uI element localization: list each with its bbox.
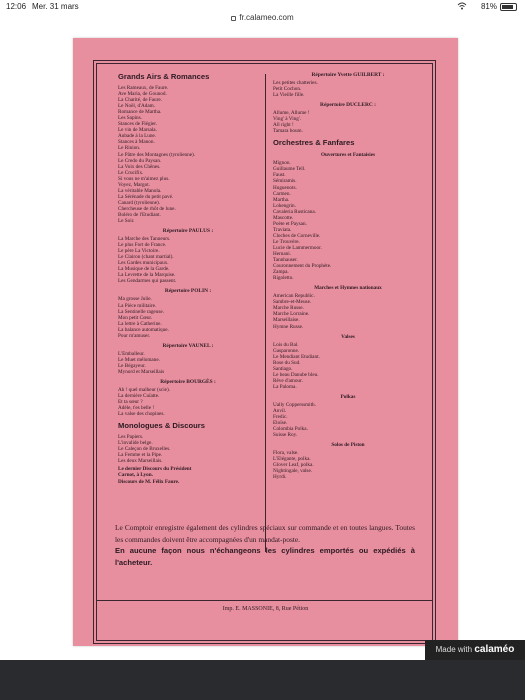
battery-percentage: 81% xyxy=(480,2,497,11)
section-title-monologues: Monologues & Discours xyxy=(118,421,205,431)
subtitle-piston: Solos de Piston xyxy=(331,442,365,449)
list-item: Gasparonne. xyxy=(273,347,300,354)
list-item: Aubade à la Lune. xyxy=(118,133,157,140)
list-item: La Musique de la Garde. xyxy=(118,266,170,273)
battery-icon xyxy=(500,3,517,11)
list-item: Mon petit Cœur. xyxy=(118,314,153,321)
status-bar xyxy=(0,0,525,14)
list-item: Le père La Victoire. xyxy=(118,248,160,255)
list-item: Le Trouvère. xyxy=(273,238,300,245)
list-item: Hernani. xyxy=(273,251,292,258)
list-item: Le Noël, d'Adam. xyxy=(118,103,155,110)
list-item: La Levrette de la Marquise. xyxy=(118,272,176,279)
section-title-orchestres: Orchestres & Fanfares xyxy=(273,138,355,148)
list-item: Sambre-et-Meuse. xyxy=(273,299,312,306)
list-item: Le plus Fort de France. xyxy=(118,242,167,249)
list-item: Allume, Allume ! xyxy=(273,110,310,117)
made-with-label: Made with xyxy=(435,645,473,654)
list-item: Le Clairon (chant martial). xyxy=(118,254,174,261)
list-item: La Voix des Chênes. xyxy=(118,163,161,170)
wifi-icon xyxy=(457,1,467,11)
list-item: Romance de Martha. xyxy=(118,109,162,116)
guilbert-list xyxy=(273,80,423,98)
subtitle-valses: Valses xyxy=(341,333,355,340)
list-item: Hyrdi. xyxy=(273,474,287,481)
list-item: Les petites chatteries. xyxy=(273,80,318,86)
viewer-bottom-band xyxy=(0,660,525,700)
list-item: La lettre à Catherine. xyxy=(118,320,162,327)
list-item: Les Papiers. xyxy=(118,434,144,441)
list-item: Le beau Danube bleu. xyxy=(273,371,319,378)
list-item: La dernière Cuïatte. xyxy=(118,393,160,400)
marches-list xyxy=(273,293,423,329)
lock-icon xyxy=(231,16,236,21)
polin-list xyxy=(118,296,258,338)
list-item: Voyez, Margot. xyxy=(118,181,150,188)
polkas-list xyxy=(273,402,423,438)
list-item: Le Mendiant Etudiant. xyxy=(273,353,320,360)
list-item: Cloches de Corneville. xyxy=(273,232,321,239)
list-item: Zampa. xyxy=(273,269,289,276)
list-item: Le Caleçon de Bruxelles. xyxy=(118,446,171,453)
repertoire-title-paulus: Répertoire PAULUS : xyxy=(162,228,214,235)
calameo-logo: calaméo xyxy=(474,644,515,655)
subtitle-marches: Marches et Hymnes nationaux xyxy=(314,285,382,292)
list-item: Les Gardes municipaux. xyxy=(118,260,169,267)
list-item: Sémiramis. xyxy=(273,178,297,185)
list-item: Ma grosse Julie. xyxy=(118,296,152,303)
list-item: Le Soir. xyxy=(118,218,135,225)
url-text: fr.calameo.com xyxy=(239,13,294,22)
list-item: Boléro de l'Etudiant. xyxy=(118,211,161,218)
list-item: Le Crucifix. xyxy=(118,169,144,176)
list-item: Le vin de Marsala. xyxy=(118,127,157,134)
list-item: Couronnement du Prophète. xyxy=(273,263,332,270)
monologues-list xyxy=(118,434,258,464)
list-item: Si vous ne m'aimez plus. xyxy=(118,175,170,182)
list-item: Stances de Flégier. xyxy=(118,121,158,128)
grands-airs-list xyxy=(118,85,258,224)
list-item: Le Muet mélomane. xyxy=(118,356,160,363)
list-item: La Vieille fille. xyxy=(273,92,305,99)
list-item: Carnot, à Lyon. xyxy=(118,472,153,479)
repertoire-title-bourges: Répertoire BOURGÈS : xyxy=(160,378,216,385)
piston-list xyxy=(273,450,423,480)
list-item: Ah ! quel malheur (scie). xyxy=(118,386,170,393)
list-item: Lohengrin. xyxy=(273,202,296,209)
status-date: Mer. 31 mars xyxy=(32,2,79,11)
footer-text xyxy=(115,522,415,568)
list-item: Ving' à Ving'. xyxy=(273,116,302,123)
list-item: Eloïse. xyxy=(273,420,288,427)
list-item: Santiago. xyxy=(273,365,293,372)
list-item: Tannhauser. xyxy=(273,257,298,264)
list-item: Marche Lorraine. xyxy=(273,311,310,318)
list-item: Cavaleria Rusticana. xyxy=(273,208,316,215)
list-item: Pour m'amuser. xyxy=(118,332,151,339)
list-item: L'Elégante, polka. xyxy=(273,456,311,463)
list-item: Mynord et Marseillais xyxy=(118,368,165,375)
section-title-grands-airs: Grands Airs & Romances xyxy=(118,72,210,81)
list-item: La Sentinelle rageuse. xyxy=(118,308,164,315)
left-column xyxy=(118,68,258,487)
column-divider xyxy=(265,74,266,552)
valses-list xyxy=(273,342,423,390)
duclerc-list xyxy=(273,110,423,134)
list-item: Glover Leaf, polka. xyxy=(273,462,314,469)
list-item: Les Rameaux, de Faure. xyxy=(118,85,169,91)
list-item: Adèle, t'es belle ! xyxy=(118,405,155,412)
list-item: Ave Maria, de Gounod. xyxy=(118,91,167,98)
list-item: La Sérénade du petit pavé. xyxy=(118,193,174,200)
list-item: Fredic. xyxy=(273,414,288,421)
list-item: Traviata. xyxy=(273,226,292,233)
printer-imprint: Imp. E. MASSONIE, 8, Rue Pétion xyxy=(222,606,309,612)
vaunel-list xyxy=(118,351,258,375)
list-item: Le dernier Discours du Président xyxy=(118,466,192,473)
repertoire-title-guilbert: Répertoire Yvette GUILBERT : xyxy=(311,72,385,78)
footer-notice: En aucune façon nous n'échangeons les cylindres emportés ou expédiés à l'acheteur. xyxy=(115,546,415,567)
catalog-page xyxy=(73,38,458,646)
list-item: Carmen. xyxy=(273,190,291,197)
list-item: Lois du Bal. xyxy=(273,341,299,348)
list-item: Chercheuse de rhôt de lune. xyxy=(118,205,176,212)
list-item: Faust. xyxy=(273,172,286,179)
list-item: La Paloma. xyxy=(273,383,297,390)
list-item: Stances à Manon. xyxy=(118,139,155,146)
list-item: Rigoletto. xyxy=(273,275,294,282)
paulus-list xyxy=(118,236,258,284)
list-item: Mascotte. xyxy=(273,214,294,221)
list-item: La véritable Manola. xyxy=(118,187,162,194)
list-item: L'Emballeur. xyxy=(118,350,145,357)
list-item: American Republic. xyxy=(273,293,315,300)
list-item: All right ! xyxy=(273,122,294,129)
list-item: Marseillaise. xyxy=(273,317,300,324)
footer-paragraph: Le Comptoir enregistre également des cylindres spéciaux sur commande et en toutes langues. Toutes les commandes doivent être accompagnées d'un mandat-poste. xyxy=(115,523,415,544)
made-with-badge[interactable] xyxy=(425,640,525,660)
list-item: Rose du Sud. xyxy=(273,359,301,366)
list-item: La Marche des Tanneurs. xyxy=(118,236,171,243)
list-item: Canard (tyrolienne). xyxy=(118,199,161,206)
list-item: Martha. xyxy=(273,196,290,203)
list-item: Poète et Paysan. xyxy=(273,220,307,227)
list-item: Guillaume Tell. xyxy=(273,166,306,173)
bourges-list xyxy=(118,387,258,417)
list-item: La balance automatique. xyxy=(118,326,169,333)
list-item: Petit Cochon. xyxy=(273,86,302,93)
subtitle-polkas: Polkas xyxy=(340,393,356,400)
list-item: Et ta sœur ? xyxy=(118,399,143,406)
list-item: Tamara boum. xyxy=(273,128,303,135)
list-item: Marche Russe. xyxy=(273,305,304,312)
repertoire-title-vaunel: Répertoire VAUNEL : xyxy=(162,342,214,349)
list-item: Le Credo du Paysan. xyxy=(118,157,162,164)
list-item: Anvil. xyxy=(273,407,287,414)
list-item: Le Bégayeur. xyxy=(118,362,146,369)
subtitle-ouvertures: Ouvertures et Fantaisies xyxy=(320,152,376,159)
list-item: Les deux Marseillais. xyxy=(118,458,163,465)
list-item: Ually Copperssmith. xyxy=(273,401,316,408)
repertoire-title-duclerc: Répertoire DUCLERC : xyxy=(320,102,376,109)
list-item: La Pièce militaire. xyxy=(118,302,157,309)
list-item: La Charité, de Faure. xyxy=(118,97,162,104)
discours-list xyxy=(118,466,258,484)
list-item: L'invalide belge. xyxy=(118,440,153,447)
list-item: Lucie de Lammermoor. xyxy=(273,244,322,251)
footer-divider xyxy=(96,600,433,601)
list-item: Le Pâtre des Montagnes (tyrolienne). xyxy=(118,151,196,158)
list-item: Le Rinion. xyxy=(118,145,141,152)
list-item: La Femme et la Pipe. xyxy=(118,452,163,459)
list-item: Hymne Russe. xyxy=(273,323,304,330)
status-time: 12:06 xyxy=(6,2,27,11)
list-item: Mignon. xyxy=(273,160,291,167)
right-column xyxy=(273,68,423,482)
list-item: Rêve d'amour. xyxy=(273,377,303,384)
list-item: Nightingale, valse. xyxy=(273,468,313,475)
repertoire-title-polin: Répertoire POLIN : xyxy=(164,288,212,295)
list-item: Suisse Roy. xyxy=(273,432,298,439)
list-item: Discours de M. Félix Faure. xyxy=(118,478,180,485)
list-item: Les Gendarmes qui passent. xyxy=(118,278,177,285)
list-item: Les Sapins. xyxy=(118,115,142,122)
list-item: Colombia Polka. xyxy=(273,426,308,433)
list-item: Huguenots. xyxy=(273,184,297,191)
list-item: Flora, valse. xyxy=(273,450,299,457)
list-item: La valse des chopines. xyxy=(118,411,165,418)
ouvertures-list xyxy=(273,160,423,281)
address-bar[interactable] xyxy=(0,13,525,27)
